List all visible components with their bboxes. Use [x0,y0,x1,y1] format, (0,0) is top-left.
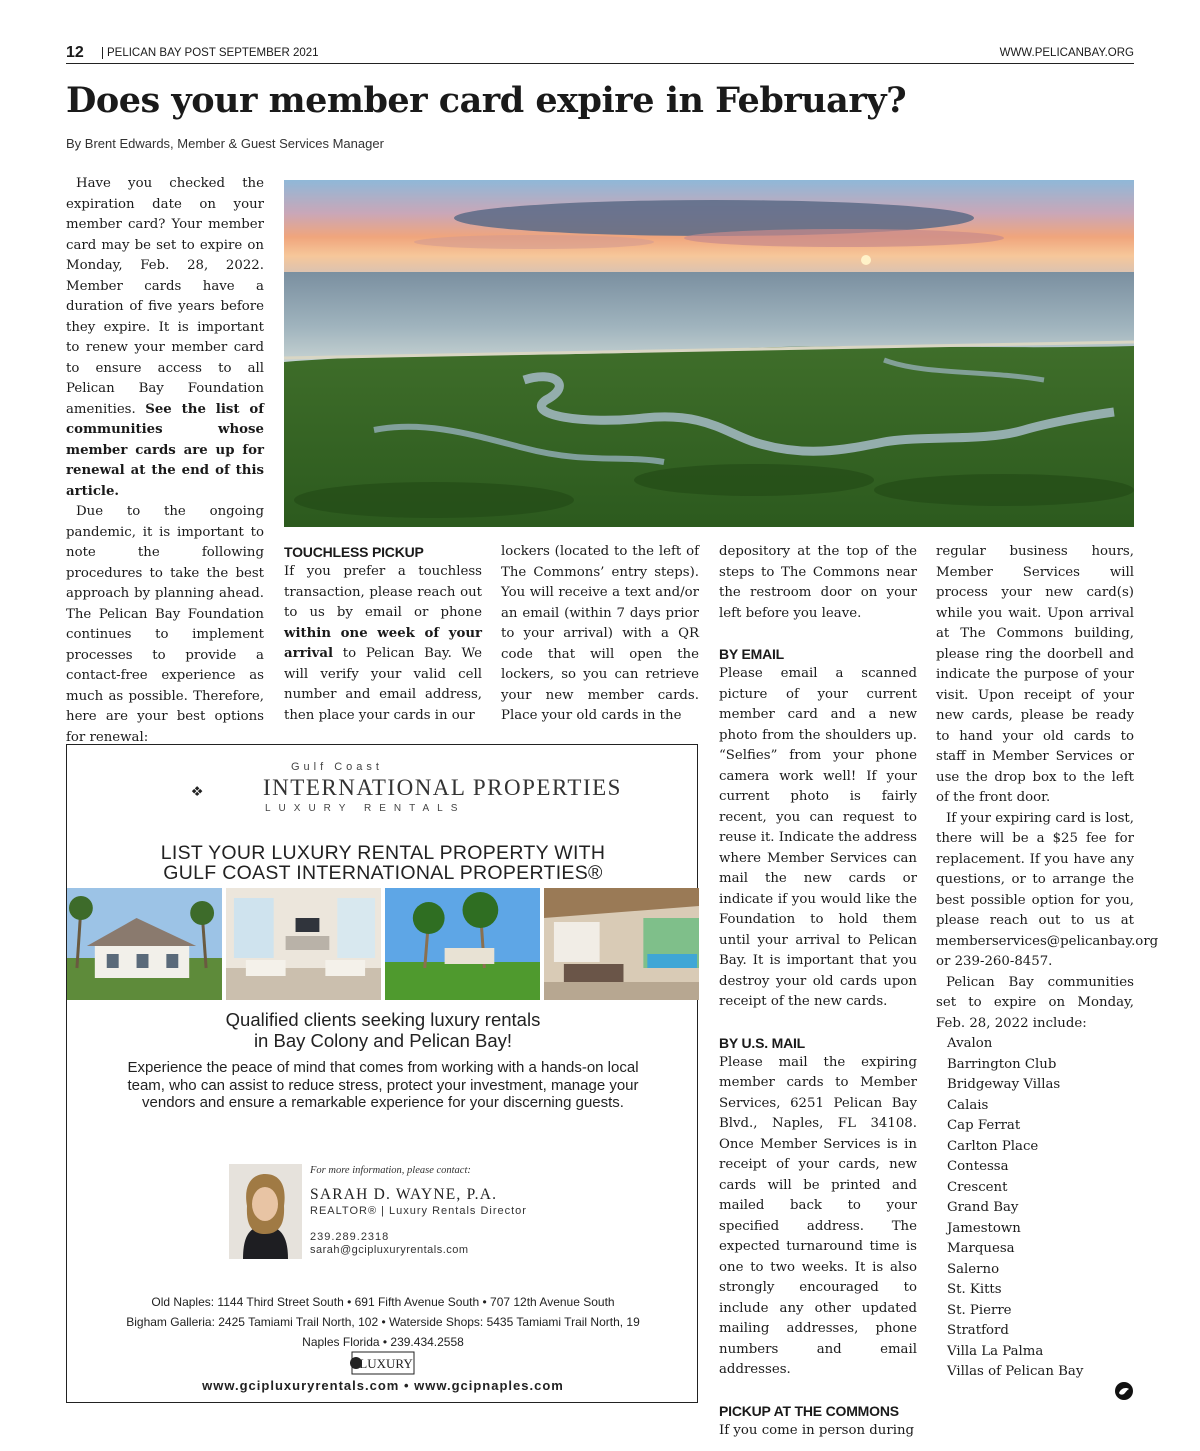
article-byline: By Brent Edwards, Member & Guest Services Manager [66,136,384,151]
by-email-heading: BY EMAIL [719,646,785,662]
touchless-text-a: If you prefer a touchless transaction, please reach out to us by email or phone [284,564,482,620]
page-number: 12 [66,44,84,61]
community-item: Jamestown [947,1220,1021,1236]
page-header [66,44,1134,64]
palm-garden-photo [385,888,540,1000]
intro-paragraph-2: Due to the ongoing pandemic, it is important to note the following procedures to take the best approach by planning ahead. The Pelican Bay Foundation continues to implement processes to provide a contact-free experience as much as possible. Therefore, here are your best options for renewal: [66,504,264,745]
intro-bold-note: See the list of communities whose member cards are up for renewal at the end of this article. [66,401,265,499]
ad-qualified-clients [67,1009,699,1051]
logo-company-name: INTERNATIONAL PROPERTIES [263,775,622,800]
agent-phone[interactable]: 239.289.2318 [310,1231,390,1243]
column-2 [284,542,482,726]
community-item: Carlton Place [947,1138,1039,1154]
contact-hint: For more information, please contact: [310,1165,471,1176]
ad-headline-line1: LIST YOUR LUXURY RENTAL PROPERTY WITH [160,842,606,864]
address-line3: Naples Florida • 239.434.2558 [302,1335,464,1349]
column-3 [501,542,699,727]
touchless-text-b: to Pelican Bay. We will verify your valid cell number and email address, then place your cards in our [284,646,482,723]
property-photo-strip [67,888,699,1000]
office-addresses [67,1292,699,1352]
touchless-bold: within one week of your arrival [284,625,482,661]
address-line1: Old Naples: 1144 Third Street South • 691 Fifth Avenue South • 707 12th Avenue South [151,1295,615,1309]
ad-experience-text: Experience the peace of mind that comes from working with a hands-on local team, who can assist to reduce stress, protect your investment, manage your vendors and ensure a remarkable experience for your discerning guests. [127,1059,639,1111]
touchless-conclusion: depository at the top of the steps to The Commons near the restroom door on your left before you leave. [719,544,917,621]
commons-paragraph-end: regular business hours, Member Services will process your new card(s) while you wait. Upon arrival at The Commons building, please ring the doorbell and indicate the purpose of your visit. Upon receipt of your new cards, please be ready to hand your old cards to staff in Member Services or use the drop box to the left of the front door. [936,544,1134,805]
publication-name: PELICAN BAY POST SEPTEMBER 2021 [102,47,319,59]
column-4 [719,542,917,1441]
touchless-pickup-heading: TOUCHLESS PICKUP [284,544,424,560]
agent-name: SARAH D. WAYNE, P.A. [310,1186,498,1203]
community-item: Contessa [947,1159,1009,1174]
house-exterior-photo [67,888,222,1000]
community-item: Stratford [947,1323,1009,1338]
touchless-continued: lockers (located to the left of The Commons’ entry steps). You will receive a text and/or an email (within 7 days prior to your arrival) with a QR code that will open the lockers, so you can retrieve your new member cards. Place your old cards in the [501,544,699,723]
pickup-commons-heading: PICKUP AT THE COMMONS [719,1402,899,1419]
living-room-photo [226,888,381,1000]
lanai-pool-photo [544,888,699,1000]
article-title: Does your member card expire in February? [66,80,907,121]
community-item: Avalon [947,1036,993,1051]
community-item: Calais [947,1097,989,1113]
sunset-mangrove-image [284,180,1134,527]
luxury-portfolio-badge-icon [346,1350,420,1376]
logo-luxury-rentals: LUXURY RENTALS [265,803,466,814]
email-paragraph: Please email a scanned picture of your current member card and a new photo from the shoulders up. “Selfies” from your phone camera work well! If your current photo is fairly recent, you can request to reuse it. Indicate the address where Member Services can mail the new cards or indicate if you would like the Foundation to hold them until your arrival to Pelican Bay. It is important that you destroy your old cards upon receipt of the new cards. [719,666,917,1009]
community-item: Crescent [947,1179,1008,1195]
ad-websites[interactable]: www.gcipluxuryrentals.com • www.gcipnaples.com [202,1378,564,1393]
column-5 [936,542,1159,1383]
intro-paragraph-1 [66,174,264,502]
logo-gulf-coast: Gulf Coast [291,761,383,773]
ad-headline-line2: GULF COAST INTERNATIONAL PROPERTIES® [163,862,603,884]
agent-role: REALTOR® | Luxury Rentals Director [310,1205,527,1217]
agent-headshot [229,1164,302,1259]
community-item: St. Pierre [947,1302,1012,1318]
website-link[interactable]: WWW.PELICANBAY.ORG [999,47,1134,59]
agent-email[interactable]: sarah@gcipluxuryrentals.com [310,1244,469,1256]
touchless-paragraph [284,562,482,726]
community-item: Villa La Palma [947,1343,1044,1359]
community-item: Grand Bay [947,1200,1019,1215]
address-line2: Bigham Galleria: 2425 Tamiami Trail North, 102 • Waterside Shops: 5435 Tamiami Trail North, 19 [126,1315,640,1329]
ad-headline [67,843,699,883]
community-item: Bridgeway Villas [947,1077,1061,1092]
intro-text: Have you checked the expiration date on your member card? Your member card may be set to expire on Monday, Feb. 28, 2022. Member cards have a duration of five years before they expire. It is important to renew your member card to ensure access to all Pelican Bay Foundation amenities. [66,176,264,417]
community-item: Barrington Club [947,1056,1057,1072]
qualified-line2: in Bay Colony and Pelican Bay! [253,1030,513,1051]
gci-logo-mark-icon [191,761,261,821]
communities-list [936,1034,1134,1383]
mail-paragraph: Please mail the expiring member cards to Member Services, 6251 Pelican Bay Blvd., Naples, FL 34108. Once Member Services is in receipt of your cards, new cards will be printed and mailed back to your specified address. The expected turnaround time is one to two weeks. It is also strongly encouraged to include any other updated mailing addresses, phone numbers and email addresses. [719,1054,917,1377]
qualified-line1: Qualified clients seeking luxury rentals [225,1009,541,1030]
gci-advertisement [66,744,698,1403]
by-mail-heading: BY U.S. MAIL [719,1034,806,1051]
column-1 [66,174,264,748]
badge-text: LUXURY [359,1356,413,1371]
communities-intro: Pelican Bay communities set to expire on Monday, Feb. 28, 2022 include: [936,974,1134,1031]
community-item: Marquesa [947,1241,1015,1256]
community-item: St. Kitts [947,1282,1002,1297]
aerial-photo [284,180,1134,527]
commons-paragraph-start: If you come in person during [719,1422,915,1438]
lost-card-paragraph: If your expiring card is lost, there will be a $25 fee for replacement. If you have any questions, or to arrange the best possible option for you, please reach out to us at memberservices@pelicanbay.org or 239-260-8457. [936,810,1159,969]
community-item: Villas of Pelican Bay [947,1364,1084,1379]
end-of-article-icon [1114,1381,1134,1401]
community-item: Salerno [947,1261,1000,1277]
community-item: Cap Ferrat [947,1118,1021,1133]
